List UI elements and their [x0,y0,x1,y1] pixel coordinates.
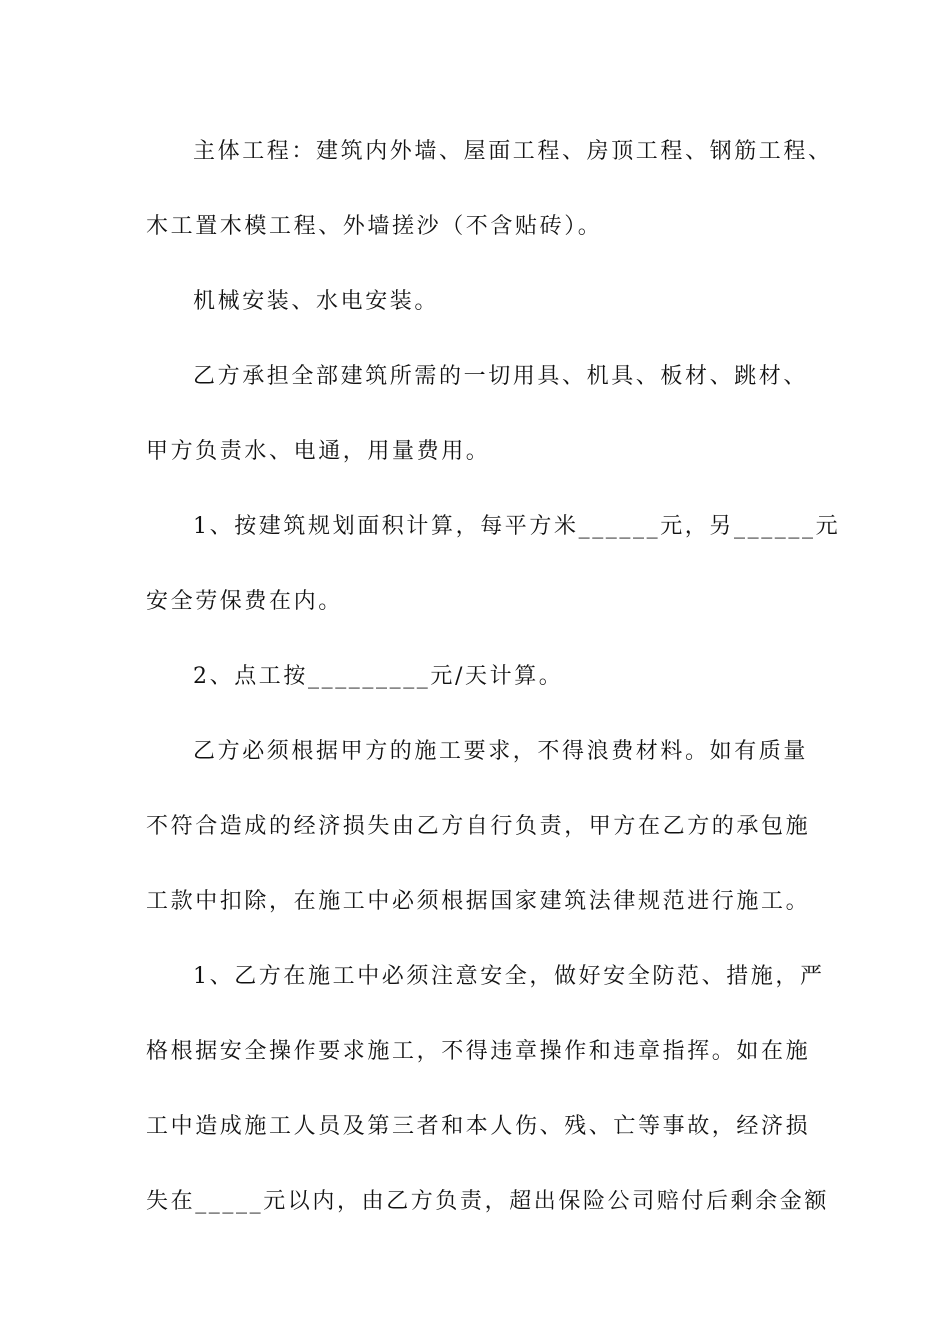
paragraph-line: 机械安装、水电安装。 [193,289,440,314]
paragraph-line: 1、乙方在施工中必须注意安全，做好安全防范、措施，严 [193,964,825,989]
paragraph-line: 1、按建筑规划面积计算，每平方米______元，另______元 [193,514,841,539]
paragraph-line: 安全劳保费在内。 [146,589,343,614]
paragraph-line: 木工置木模工程、外墙搓沙（不含贴砖）。 [146,214,603,239]
paragraph-line: 工中造成施工人员及第三者和本人伤、残、亡等事故，经济损 [146,1114,811,1139]
paragraph-line: 乙方必须根据甲方的施工要求，不得浪费材料。如有质量 [193,739,809,764]
paragraph-line: 工款中扣除，在施工中必须根据国家建筑法律规范进行施工。 [146,889,811,914]
paragraph-line: 甲方负责水、电通，用量费用。 [146,439,491,464]
paragraph-line: 格根据安全操作要求施工，不得违章操作和违章指挥。如在施 [146,1039,811,1064]
paragraph-line: 失在_____元以内，由乙方负责，超出保险公司赔付后剩余金额 [146,1189,830,1214]
paragraph-line: 乙方承担全部建筑所需的一切用具、机具、板材、跳材、 [193,364,809,389]
paragraph-line: 主体工程：建筑内外墙、屋面工程、房顶工程、钢筋工程、 [193,139,833,164]
paragraph-line: 不符合造成的经济损失由乙方自行负责，甲方在乙方的承包施 [146,814,811,839]
paragraph-line: 2、点工按_________元/天计算。 [193,664,564,689]
